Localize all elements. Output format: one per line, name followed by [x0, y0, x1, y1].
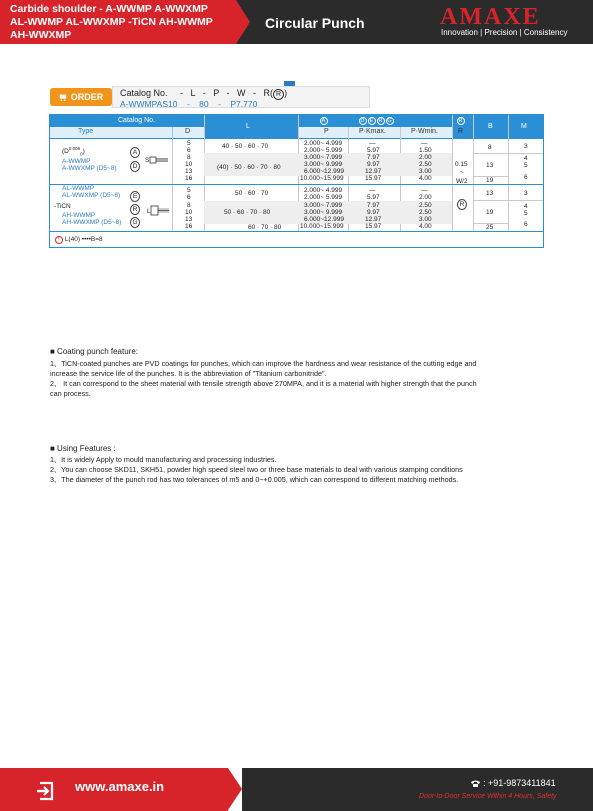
circle-d: D: [130, 161, 140, 172]
type-ah-wwmp: AH-WWMP: [62, 212, 96, 219]
p-val-1-5: 10.000~15.999: [300, 175, 344, 182]
header-r-circ: [456, 117, 465, 125]
p-val-1-3: 3.000~ 9.999: [304, 161, 343, 168]
bm-line-1: [473, 153, 543, 154]
d-val-1-2: 8: [187, 154, 191, 161]
d-val-1-1: 6: [187, 147, 191, 154]
pw-val-2-1: 2.00: [419, 194, 432, 201]
login-icon: [36, 780, 58, 802]
circle-r: R: [130, 204, 140, 215]
d-tol-sub: 0: [80, 151, 83, 157]
bm-line-3: [473, 200, 543, 201]
p-val-2-1: 2.000~ 5.999: [304, 194, 343, 201]
pw-val-1-4: 3.00: [419, 168, 432, 175]
l-val-2-0: 50 · 60 · 70: [235, 190, 269, 197]
table-bottom-separator: [50, 231, 543, 232]
d-val-1-4: 13: [185, 168, 193, 175]
header-m: M: [521, 123, 527, 130]
footer-bar: [242, 768, 593, 811]
pk-val-1-2: 7.97: [367, 154, 380, 161]
coating-line-1: 1、TiCN-coated punches are PVD coatings for punches, which can improve the hardness and wear resistance of the cutting edge and: [50, 359, 477, 368]
pk-val-1-1: 5.97: [367, 147, 380, 154]
header-dcrg: [358, 117, 394, 125]
d-val-2-2: 8: [187, 202, 191, 209]
b-val-3: 13: [486, 190, 494, 197]
col-line-b: [473, 115, 474, 231]
pw-val-1-0: —: [421, 140, 428, 147]
header-d-circle: D: [359, 117, 367, 125]
spec-table: [49, 114, 544, 248]
pk-val-2-1: 5.97: [367, 194, 380, 201]
col-line-m: [508, 115, 509, 231]
pw-val-2-4: 3.00: [419, 216, 432, 223]
pk-val-2-4: 12.97: [365, 216, 382, 223]
pk-val-2-0: —: [369, 187, 376, 194]
order-pattern-text: - L - P - W - R(: [180, 88, 274, 98]
phone-icon: [470, 779, 481, 788]
brand-tagline: Innovation | Precision | Consistency: [441, 28, 568, 37]
d-val-2-5: 16: [185, 223, 193, 230]
header-pwmin: P·Wmin.: [411, 128, 438, 135]
pk-val-1-5: 15.97: [365, 175, 382, 182]
pk-val-1-3: 9.97: [367, 161, 380, 168]
coating-line-2: increase the service life of the punches. It is the abbreviation of "Titanium carbonitride".: [50, 369, 327, 378]
coating-line-3: 2、 It can correspond to the sheet material with tensile strength above 270MPA, and it is a material with higher strength that the punch: [50, 379, 477, 388]
type-a-wwxmp: A-WWXMP (D5~8): [62, 165, 117, 172]
m-val-7: 6: [524, 221, 528, 228]
d-tolerance: [62, 145, 85, 157]
d-val-1-0: 5: [187, 140, 191, 147]
order-example: A-WWMPAS10 - 80 - P7.770: [120, 99, 258, 109]
p-val-2-2: 3.000~ 7.999: [304, 202, 343, 209]
header-title-panel: [0, 0, 236, 44]
header-catalog: Catalog No.: [118, 117, 155, 124]
p-val-2-0: 2.000~ 4.999: [304, 187, 343, 194]
r-val-2: W/2: [456, 178, 468, 185]
group-separator: [50, 184, 543, 185]
l-val-2-1: 50 · 60 · 70 · 80: [224, 209, 271, 216]
order-r-circle: R: [273, 89, 284, 100]
d-val-2-4: 13: [185, 216, 193, 223]
m-val-1: 4: [524, 155, 528, 162]
pw-val-2-0: —: [421, 187, 428, 194]
pw-val-2-2: 2.50: [419, 202, 432, 209]
pw-val-1-3: 2.50: [419, 161, 432, 168]
r-val-0: 0.15: [455, 161, 468, 168]
m-val-4: 3: [524, 190, 528, 197]
type-ah-wwxmp: AH-WWXMP (D5~8): [62, 219, 122, 226]
header-d: D: [185, 128, 191, 135]
pw-val-2-3: 2.50: [419, 209, 432, 216]
pk-val-1-4: 12.97: [365, 168, 382, 175]
circle-e: E: [130, 191, 140, 202]
p-val-2-5: 10.000~15.999: [300, 223, 344, 230]
pw-val-2-5: 4.00: [419, 223, 432, 230]
page-title: Circular Punch: [265, 15, 365, 31]
m-val-6: 5: [524, 210, 528, 217]
coating-line-4: can process.: [50, 389, 91, 398]
pw-val-1-2: 2.00: [419, 154, 432, 161]
header-b: B: [488, 123, 493, 130]
brand-logo[interactable]: AMAXE: [440, 4, 541, 30]
punch-s-icon: [149, 155, 169, 165]
header-pkmax: P·Kmax.: [359, 128, 386, 135]
d-val-2-1: 6: [187, 194, 191, 201]
l-val-1-0: 40 · 50 · 60 · 70: [222, 143, 269, 150]
header-title-line-2: AL-WWMP AL-WWXMP -TiCN AH-WWMP: [10, 16, 213, 28]
b-val-4: 19: [486, 209, 494, 216]
d-tol-label: (D: [62, 148, 69, 156]
footer-phone[interactable]: : +91-9873411841: [483, 778, 556, 788]
order-tab-label: ORDER: [70, 92, 104, 102]
pw-val-1-5: 4.00: [419, 175, 432, 182]
header-title-line-1: Carbide shoulder - A-WWMP A-WWXMP: [10, 3, 208, 15]
order-tab: [50, 88, 112, 106]
pk-val-2-5: 15.97: [365, 223, 382, 230]
type-al-wwxmp: AL-WWXMP (D5~8): [62, 192, 121, 199]
header-p: P: [324, 128, 329, 135]
coating-heading: ■ Coating punch feature:: [50, 347, 138, 356]
b-val-5: 25: [486, 224, 494, 231]
header-type: Type: [78, 128, 94, 135]
col-line-r: [452, 115, 453, 231]
header-r-circle: R: [377, 117, 385, 125]
circle-a: A: [130, 147, 140, 158]
b-val-2: 19: [486, 177, 494, 184]
header-arrow: [236, 0, 250, 44]
b-val-0: 8: [488, 144, 492, 151]
p-val-2-3: 3.000~ 9.999: [304, 209, 343, 216]
p-val-1-1: 2.000~ 5.999: [304, 147, 343, 154]
pk-val-1-0: —: [369, 140, 376, 147]
m-val-5: 4: [524, 203, 528, 210]
cart-icon: [59, 93, 67, 101]
l-val-1-1: (40) · 50 · 60 · 70 · 80: [217, 164, 281, 171]
pk-val-2-2: 7.97: [367, 202, 380, 209]
m-val-3: 6: [524, 174, 528, 181]
header-r-circle-2: R: [457, 117, 465, 125]
s-label: S: [145, 157, 150, 164]
table-note-text: L(40) ••••B=8: [64, 236, 103, 243]
d-val-1-3: 10: [185, 161, 193, 168]
header-a: [319, 117, 328, 125]
using-line-2: 2、You can choose SKD11, SKH51, powder high speed steel two or three base materials to deal with various stamping conditions: [50, 465, 463, 474]
punch-l-icon: [150, 205, 170, 217]
using-line-1: 1、It is widely Apply to mould manufacturing and processing industries.: [50, 455, 277, 464]
r-val-1: ~: [460, 169, 464, 176]
header-g-circle: G: [387, 118, 392, 124]
order-catalog-label: Catalog No.: [120, 88, 168, 98]
type-al-wwmp: AL-WWMP: [62, 185, 95, 192]
p-val-2-4: 6.000~12.999: [304, 216, 344, 223]
footer-website[interactable]: www.amaxe.in: [75, 779, 165, 794]
using-line-3: 3、The diameter of the punch rod has two tolerances of m5 and 0~+0.005, which can correspond to different matching methods.: [50, 475, 459, 484]
table-note: [54, 236, 103, 244]
d-val-1-5: 16: [185, 175, 193, 182]
header-l: L: [246, 123, 250, 130]
pw-val-1-1: 1.50: [419, 147, 432, 154]
header-r: R: [458, 128, 464, 135]
using-heading: ■ Using Features :: [50, 444, 116, 453]
header-e-circle: E: [368, 117, 376, 125]
m-val-0: 3: [524, 143, 528, 150]
b-val-1: 13: [486, 162, 494, 169]
footer-service: Door-to-Door Service Within 4 Hours, Safety: [419, 793, 557, 800]
order-pattern-close: ): [284, 88, 288, 98]
d-val-2-3: 10: [185, 209, 193, 216]
type-a-wwmp: A-WWMP: [62, 158, 91, 165]
header-sub-type: [50, 127, 172, 138]
circle-g: G: [130, 217, 140, 228]
type-ticn: -TiCN: [54, 203, 71, 210]
d-val-2-0: 5: [187, 187, 191, 194]
m-val-2: 5: [524, 162, 528, 169]
d-tol-sup: 0.005: [68, 146, 81, 151]
d-tol-close: ): [82, 148, 85, 156]
header-title-line-3: AH-WWXMP: [10, 29, 72, 41]
pk-val-2-3: 9.97: [367, 209, 380, 216]
p-val-1-2: 3.000~ 7.999: [304, 154, 343, 161]
warning-icon: !: [55, 236, 63, 244]
l-label: L: [147, 208, 151, 215]
r-circle-group2: R: [457, 199, 467, 210]
l-val-2-2: 60 · 70 · 80: [248, 224, 282, 231]
header-a-circle: A: [320, 117, 328, 125]
p-val-1-0: 2.000~ 4.999: [304, 140, 343, 147]
footer-arrow: [228, 768, 242, 810]
p-val-1-4: 6.000~12.999: [304, 168, 344, 175]
